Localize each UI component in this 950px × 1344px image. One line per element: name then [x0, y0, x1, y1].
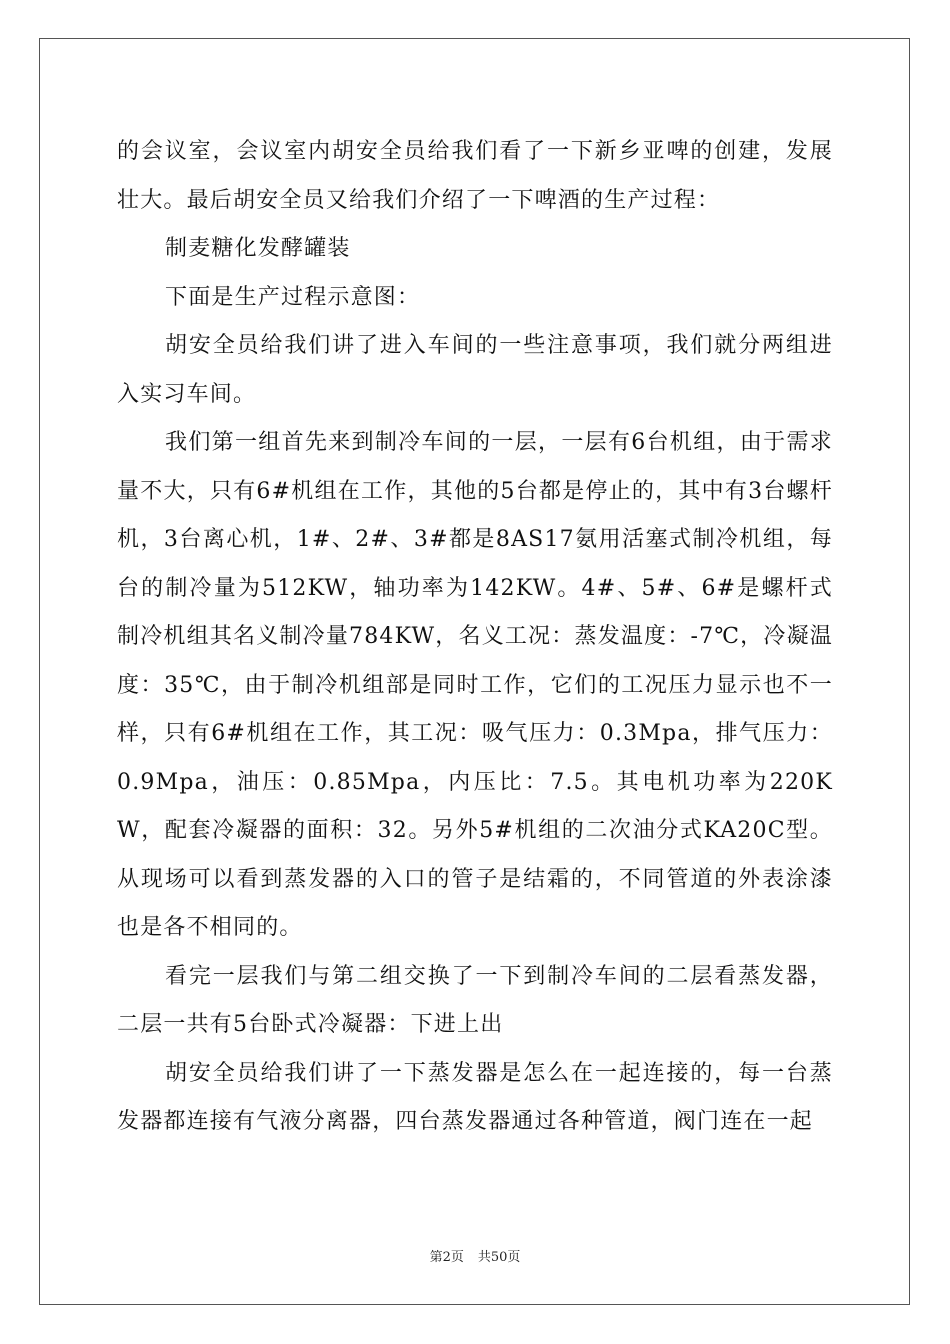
page-total: 共50页 [477, 1250, 521, 1265]
page-number: 第2页 [429, 1250, 464, 1265]
paragraph-evaporator-connection: 胡安全员给我们讲了一下蒸发器是怎么在一起连接的，每一台蒸发器都连接有气液分离器，四台蒸发器通过各种管道，阀门连在一起 [117, 1060, 833, 1134]
paragraph-second-floor: 看完一层我们与第二组交换了一下到制冷车间的二层看蒸发器，二层一共有5台卧式冷凝器：下进上出 [117, 963, 833, 1037]
paragraph-continued: 的会议室，会议室内胡安全员给我们看了一下新乡亚啤的创建，发展壮大。最后胡安全员又给我们介绍了一下啤酒的生产过程： [117, 139, 833, 213]
document-body [117, 128, 833, 1147]
paragraph-diagram-intro: 下面是生产过程示意图： [165, 284, 421, 310]
paragraph-process-steps: 制麦糖化发酵罐装 [165, 236, 351, 261]
paragraph-safety-notes: 胡安全员给我们讲了进入车间的一些注意事项，我们就分两组进入实习车间。 [117, 333, 833, 407]
page-footer [0, 1246, 950, 1265]
paragraph-first-floor: 我们第一组首先来到制冷车间的一层，一层有6台机组，由于需求量不大，只有6#机组在工作，其他的5台都是停止的，其中有3台螺杆机，3台离心机，1#、2#、3#都是8AS17氨用活塞式制冷机组，每台的制冷量为512KW，轴功率为142KW。4#、5#、6#是螺杆式制冷机组其名义制冷量784KW，名义工况：蒸发温度：-7℃，冷凝温度：35℃，由于制冷机组部是同时工作，它们的工况压力显示也不一样，只有6#机组在工作，其工况：吸气压力：0.3Mpa，排气压力：0.9Mpa，油压：0.85Mpa，内压比：7.5。其电机功率为220KW，配套冷凝器的面积：32。另外5#机组的二次油分式KA20C型。从现场可以看到蒸发器的入口的管子是结霜的，不同管道的外表涂漆也是各不相同的。 [117, 430, 833, 940]
